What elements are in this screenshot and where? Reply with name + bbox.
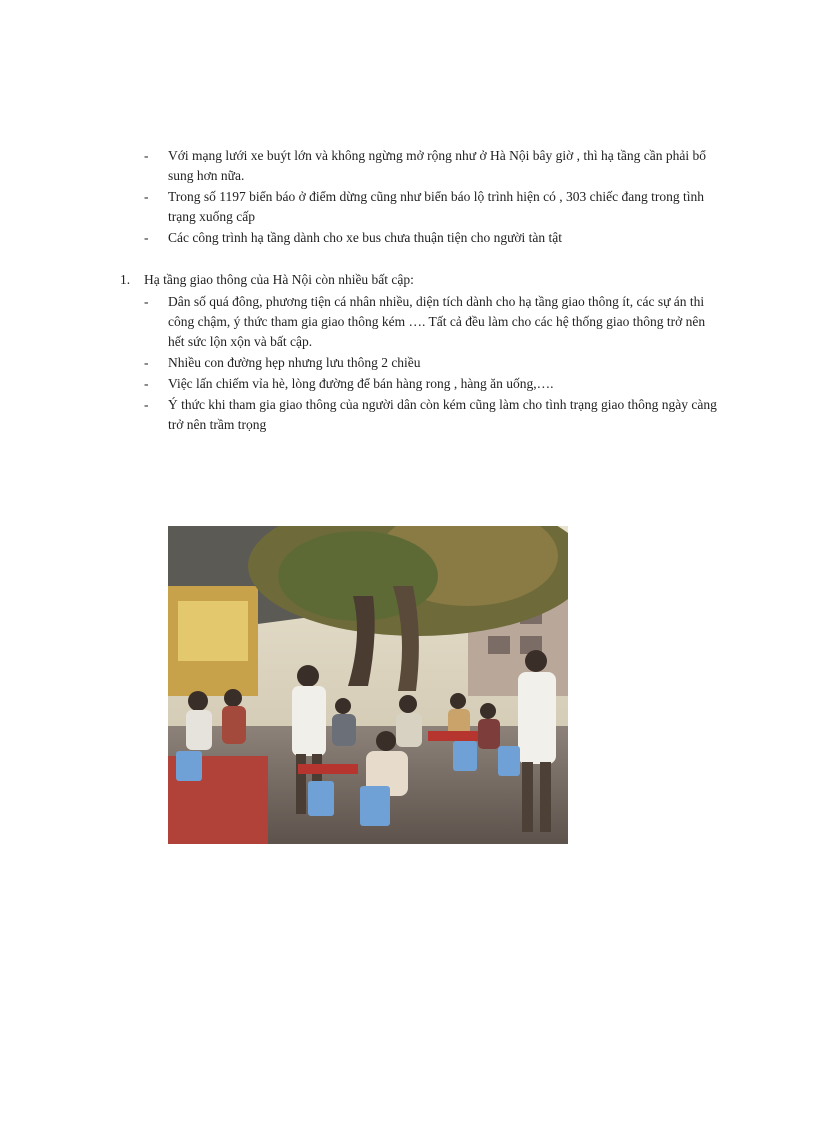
- bullet-text: Trong số 1197 biển báo ở điểm dừng cũng như biển báo lộ trình hiện có , 303 chiếc đang trong tình trạng xuống cấp: [168, 189, 704, 224]
- section-title: Hạ tầng giao thông của Hà Nội còn nhiều bất cập:: [144, 272, 414, 287]
- list-item: [144, 292, 724, 352]
- section-number: 1.: [120, 272, 131, 287]
- bullet-list-traffic-problems: [144, 292, 724, 436]
- list-item: [144, 374, 724, 394]
- bullet-dash: -: [144, 355, 149, 370]
- bullet-text: Ý thức khi tham gia giao thông của người dân còn kém cũng làm cho tình trạng giao thông ngày càng trở nên trầm trọng: [168, 397, 717, 432]
- bullet-text: Với mạng lưới xe buýt lớn và không ngừng mở rộng như ở Hà Nội bây giờ , thì hạ tầng cần phải bổ sung hơn nữa.: [168, 148, 706, 183]
- street-scene-photo: [168, 526, 568, 844]
- list-item: [144, 146, 724, 186]
- photo-illustration: [168, 526, 568, 844]
- bullet-text: Nhiều con đường hẹp nhưng lưu thông 2 chiều: [168, 355, 421, 370]
- list-item: [144, 395, 724, 435]
- list-item: [144, 187, 724, 227]
- bullet-dash: -: [144, 148, 149, 163]
- bullet-dash: -: [144, 376, 149, 391]
- bullet-list-bus-infrastructure: [144, 146, 724, 249]
- bullet-dash: -: [144, 230, 149, 245]
- building-window: [488, 636, 510, 654]
- bullet-dash: -: [144, 189, 149, 204]
- shop-light: [178, 601, 248, 661]
- list-item: [144, 353, 724, 373]
- bullet-text: Các công trình hạ tầng dành cho xe bus chưa thuận tiện cho người tàn tật: [168, 230, 563, 245]
- bullet-text: Dân số quá đông, phương tiện cá nhân nhiều, diện tích dành cho hạ tầng giao thông ít, các sự án thi công chậm, ý thức tham gia giao thông kém …. Tất cả đều làm cho các hệ thống giao thông trở nên hết sức lộn xộn và bất cập.: [168, 294, 706, 349]
- bullet-dash: -: [144, 397, 149, 412]
- bullet-dash: -: [144, 294, 149, 309]
- bullet-text: Việc lấn chiếm vỉa hè, lòng đường để bán hàng rong , hàng ăn uống,….: [168, 376, 554, 391]
- list-item: [144, 228, 724, 248]
- section-heading: [120, 270, 414, 290]
